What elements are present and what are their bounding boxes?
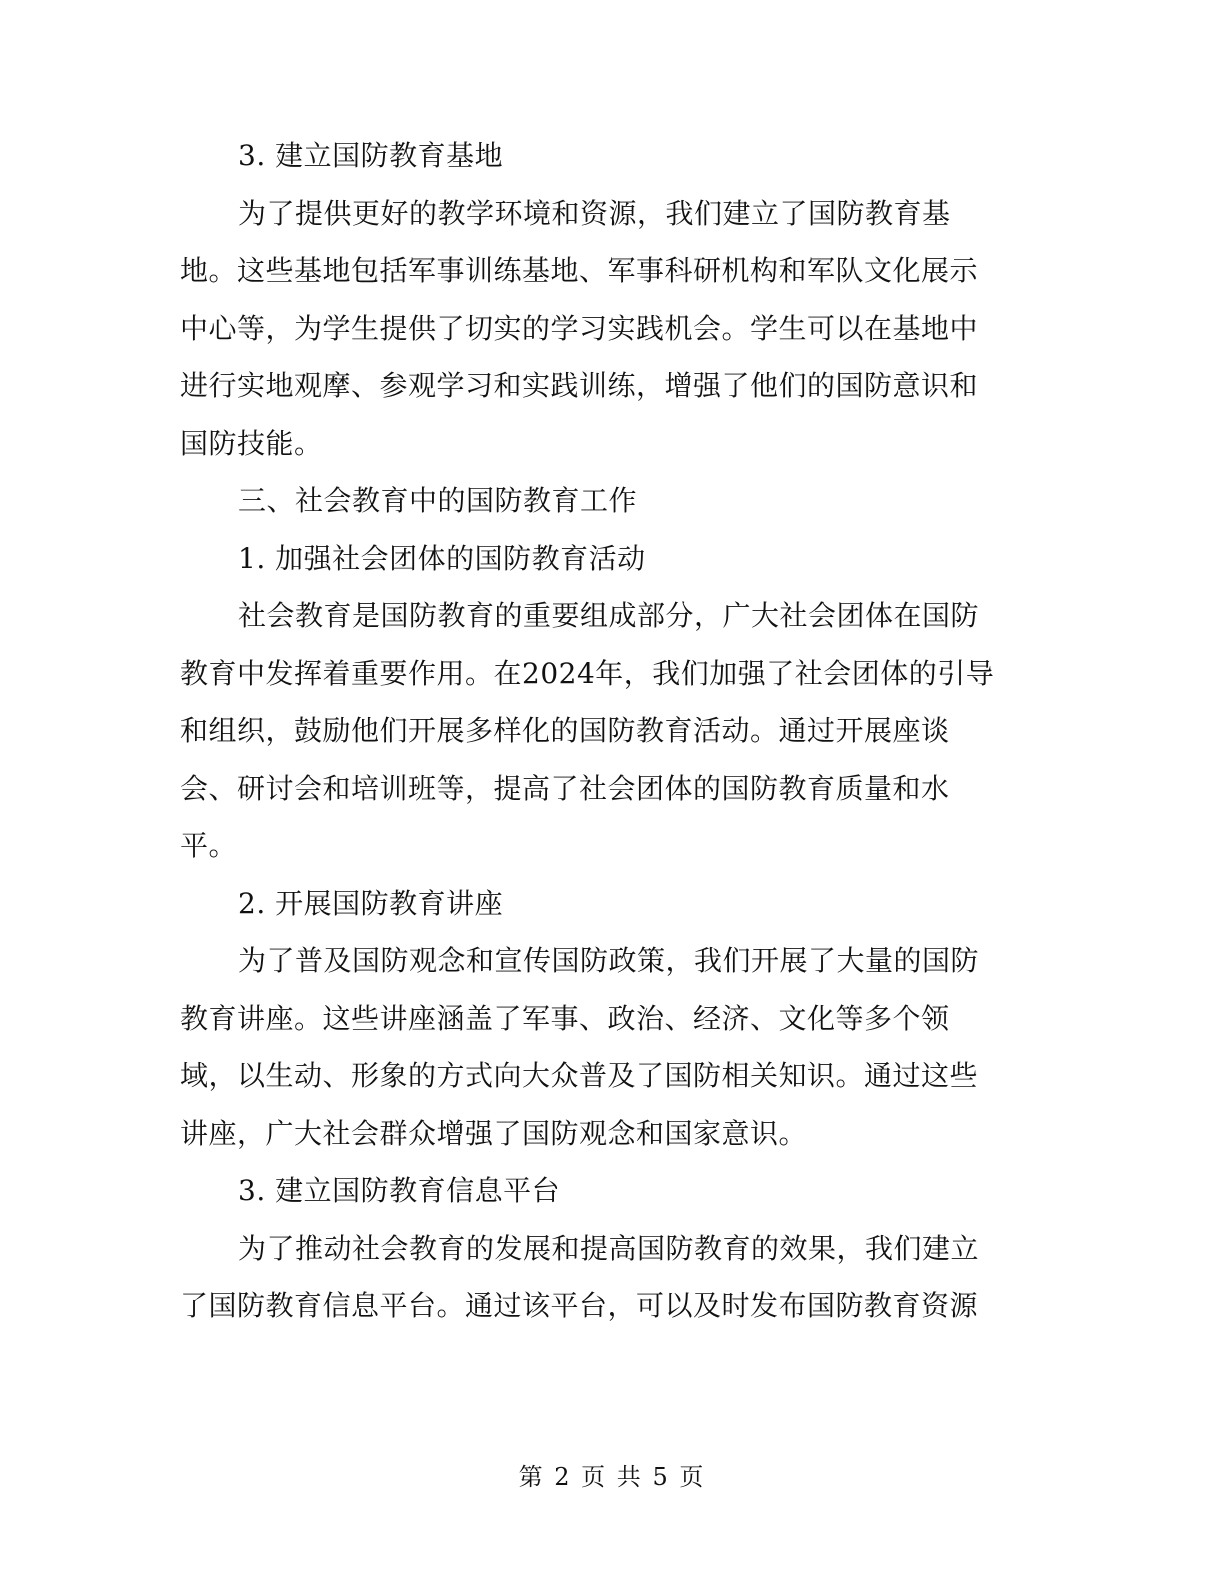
paragraph-line: 会、研讨会和培训班等，提高了社会团体的国防教育质量和水 <box>180 771 950 805</box>
paragraph-line: 进行实地观摩、参观学习和实践训练，增强了他们的国防意识和 <box>180 369 979 402</box>
paragraph-line: 平。 <box>180 829 238 862</box>
section-heading: 3. 建立国防教育基地 <box>238 139 504 172</box>
page-number-footer: 第 2 页 共 5 页 <box>518 1463 706 1491</box>
paragraph-line: 和组织，鼓励他们开展多样化的国防教育活动。通过开展座谈 <box>180 714 950 747</box>
paragraph-line: 教育中发挥着重要作用。在2024年，我们加强了社会团体的引导 <box>180 656 995 690</box>
section-heading: 1. 加强社会团体的国防教育活动 <box>238 541 646 575</box>
paragraph-line: 国防技能。 <box>180 426 323 460</box>
chapter-heading: 三、社会教育中的国防教育工作 <box>238 484 638 517</box>
paragraph-line: 地。这些基地包括军事训练基地、军事科研机构和军队文化展示 <box>180 254 979 287</box>
paragraph-line: 为了推动社会教育的发展和提高国防教育的效果，我们建立 <box>238 1231 980 1265</box>
paragraph-line: 为了提供更好的教学环境和资源，我们建立了国防教育基 <box>238 196 951 230</box>
paragraph-line: 教育讲座。这些讲座涵盖了军事、政治、经济、文化等多个领 <box>180 1001 950 1035</box>
paragraph-line: 讲座，广大社会群众增强了国防观念和国家意识。 <box>180 1116 808 1150</box>
section-heading: 2. 开展国防教育讲座 <box>238 886 504 920</box>
paragraph-line: 域，以生动、形象的方式向大众普及了国防相关知识。通过这些 <box>180 1059 979 1092</box>
paragraph-line: 中心等，为学生提供了切实的学习实践机会。学生可以在基地中 <box>180 311 979 345</box>
document-body <box>180 127 1030 1335</box>
paragraph-line: 社会教育是国防教育的重要组成部分，广大社会团体在国防 <box>238 599 980 632</box>
paragraph-line: 了国防教育信息平台。通过该平台，可以及时发布国防教育资源 <box>180 1289 979 1322</box>
paragraph-line: 为了普及国防观念和宣传国防政策，我们开展了大量的国防 <box>238 944 980 977</box>
section-heading: 3. 建立国防教育信息平台 <box>238 1174 561 1207</box>
